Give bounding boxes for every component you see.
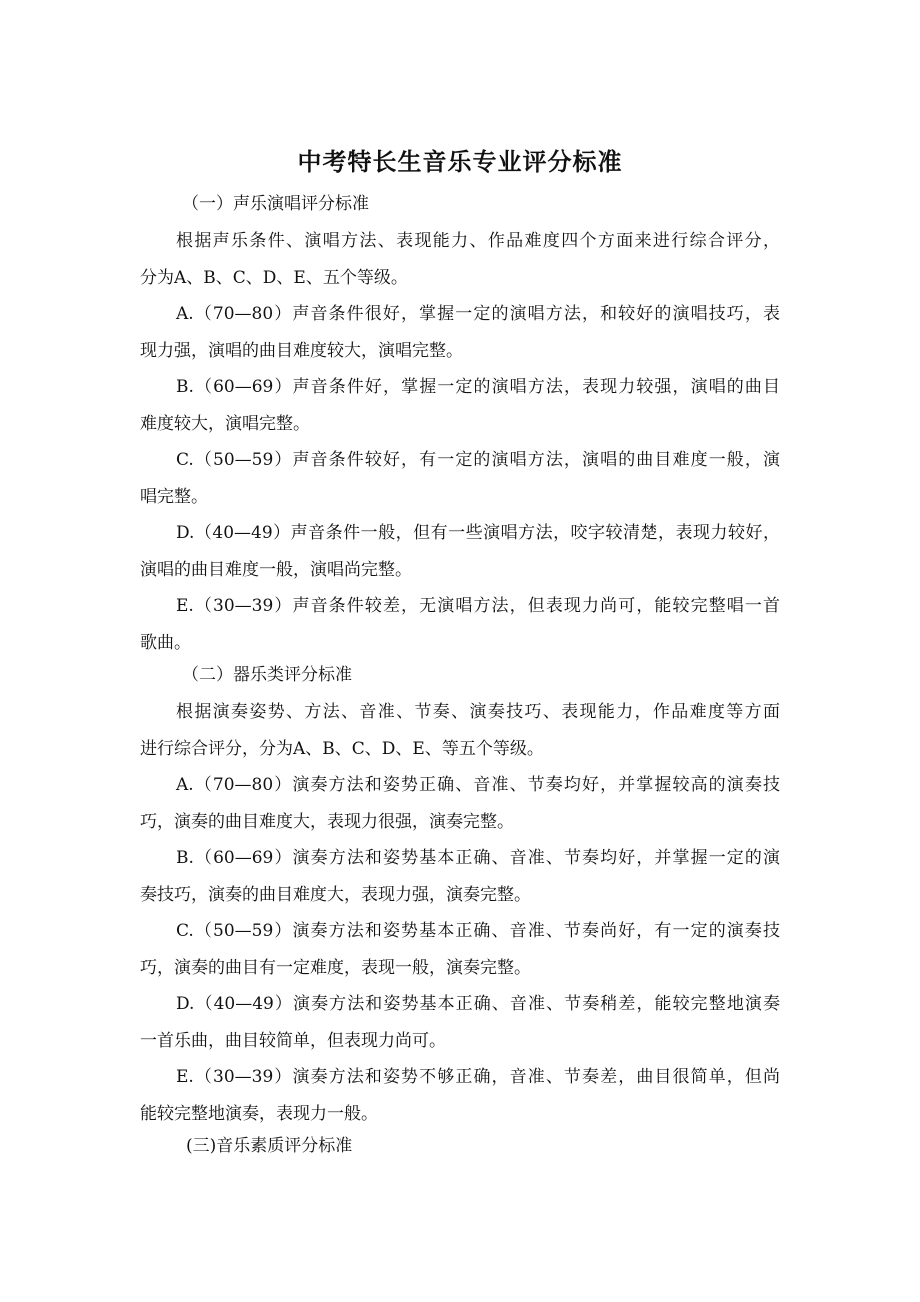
instrumental-intro-line-1: 根据演奏姿势、方法、音准、节奏、演奏技巧、表现能力，作品难度等方面 (176, 702, 780, 722)
instrumental-grade-a-line-1: A.（70—80）演奏方法和姿势正确、音准、节奏均好，并掌握较高的演奏技 (176, 775, 780, 795)
instrumental-grade-c-line-1: C.（50—59）演奏方法和姿势基本正确、音准、节奏尚好，有一定的演奏技 (176, 921, 780, 941)
section-heading-quality: (三)音乐素质评分标准 (186, 1136, 353, 1156)
vocal-grade-d-line-2: 演唱的曲目难度一般，演唱尚完整。 (140, 560, 412, 580)
page-title: 中考特长生音乐专业评分标准 (297, 147, 623, 176)
instrumental-grade-d-line-2: 一首乐曲，曲目较简单，但表现力尚可。 (140, 1031, 446, 1051)
instrumental-grade-b-line-1: B.（60—69）演奏方法和姿势基本正确、音准、节奏均好，并掌握一定的演 (176, 848, 780, 868)
section-heading-instrumental: （二）器乐类评分标准 (182, 665, 352, 685)
vocal-grade-c-line-1: C.（50—59）声音条件较好，有一定的演唱方法，演唱的曲目难度一般，演 (176, 450, 780, 470)
instrumental-grade-c-line-2: 巧，演奏的曲目有一定难度，表现一般，演奏完整。 (140, 958, 531, 978)
vocal-grade-b-line-2: 难度较大，演唱完整。 (140, 414, 310, 434)
instrumental-grade-a-line-2: 巧，演奏的曲目难度大，表现力很强，演奏完整。 (140, 812, 514, 832)
instrumental-grade-e-line-2: 能较完整地演奏，表现力一般。 (140, 1104, 378, 1124)
vocal-grade-c-line-2: 唱完整。 (140, 487, 208, 507)
instrumental-grade-b-line-2: 奏技巧，演奏的曲目难度大，表现力强，演奏完整。 (140, 885, 531, 905)
vocal-intro-line-1: 根据声乐条件、演唱方法、表现能力、作品难度四个方面来进行综合评分， (176, 231, 780, 251)
vocal-grade-b-line-1: B.（60—69）声音条件好，掌握一定的演唱方法，表现力较强，演唱的曲目 (176, 377, 780, 397)
vocal-grade-d-line-1: D.（40—49）声音条件一般，但有一些演唱方法，咬字较清楚，表现力较好， (176, 523, 780, 543)
vocal-grade-a-line-1: A.（70—80）声音条件很好，掌握一定的演唱方法，和较好的演唱技巧，表 (176, 304, 780, 324)
instrumental-grade-d-line-1: D.（40—49）演奏方法和姿势基本正确、音准、节奏稍差，能较完整地演奏 (176, 994, 780, 1014)
instrumental-grade-e-line-1: E.（30—39）演奏方法和姿势不够正确，音准、节奏差，曲目很简单，但尚 (176, 1067, 780, 1087)
instrumental-intro-line-2: 进行综合评分，分为A、B、C、D、E、等五个等级。 (140, 739, 544, 759)
vocal-intro-line-2: 分为A、B、C、D、E、五个等级。 (140, 268, 408, 288)
vocal-grade-e-line-1: E.（30—39）声音条件较差，无演唱方法，但表现力尚可，能较完整唱一首 (176, 596, 780, 616)
vocal-grade-e-line-2: 歌曲。 (140, 633, 191, 653)
section-heading-vocal: （一）声乐演唱评分标准 (182, 194, 369, 214)
vocal-grade-a-line-2: 现力强，演唱的曲目难度较大，演唱完整。 (140, 341, 463, 361)
